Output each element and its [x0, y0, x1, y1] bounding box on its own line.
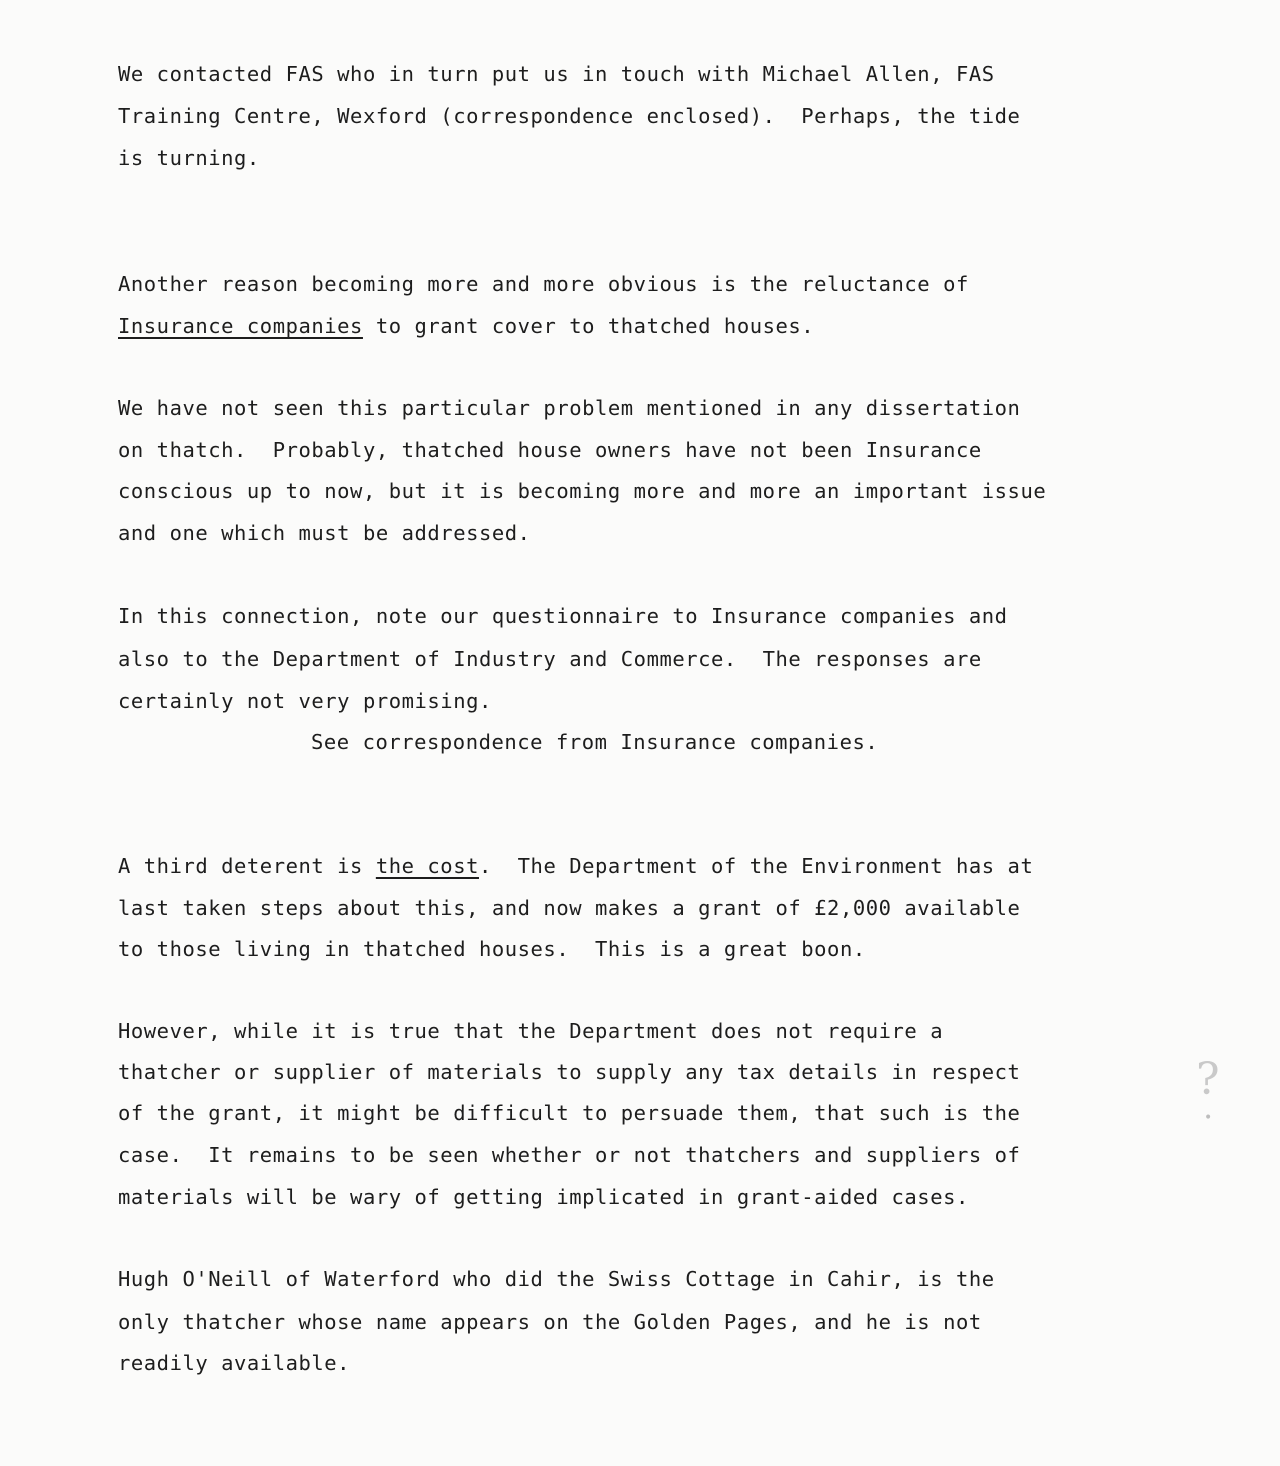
paragraph-2-line-2 — [118, 314, 814, 338]
paragraph-4-line-3: certainly not very promising. — [118, 689, 492, 713]
paragraph-5-line-1-start: A third deterent is — [118, 854, 376, 878]
paragraph-1-line-3: is turning. — [118, 146, 260, 170]
paragraph-6-line-5: materials will be wary of getting implicated in grant-aided cases. — [118, 1185, 969, 1209]
margin-question-mark: ? — [1196, 1054, 1220, 1105]
paragraph-6-line-1: However, while it is true that the Department does not require a — [118, 1019, 944, 1043]
underlined-insurance-companies: Insurance companies — [118, 314, 363, 338]
paragraph-6-line-2: thatcher or supplier of materials to supply any tax details in respect — [118, 1060, 1021, 1084]
paragraph-3-line-1: We have not seen this particular problem mentioned in any dissertation — [118, 396, 1021, 420]
paragraph-3-line-4: and one which must be addressed. — [118, 521, 531, 545]
paragraph-4-line-4-indented: See correspondence from Insurance companies. — [311, 730, 879, 754]
paragraph-1-line-2: Training Centre, Wexford (correspondence enclosed). Perhaps, the tide — [118, 104, 1021, 128]
paragraph-5-line-1-rest: . The Department of the Environment has at — [478, 854, 1034, 878]
paragraph-5-line-3: to those living in thatched houses. This is a great boon. — [118, 937, 866, 961]
paragraph-6-line-4: case. It remains to be seen whether or not thatchers and suppliers of — [118, 1143, 1021, 1167]
paragraph-3-line-2: on thatch. Probably, thatched house owners have not been Insurance — [118, 438, 982, 462]
margin-dot-mark: • — [1204, 1110, 1213, 1126]
paragraph-5-line-1 — [118, 854, 1033, 878]
paragraph-7-line-3: readily available. — [118, 1351, 351, 1375]
paragraph-3-line-3: conscious up to now, but it is becoming more and more an important issue — [118, 479, 1047, 503]
paragraph-5-line-2: last taken steps about this, and now makes a grant of £2,000 available — [118, 896, 1021, 920]
paragraph-6-line-3: of the grant, it might be difficult to persuade them, that such is the — [118, 1101, 1021, 1125]
paragraph-1-line-1: We contacted FAS who in turn put us in touch with Michael Allen, FAS — [118, 62, 995, 86]
paragraph-2-line-1: Another reason becoming more and more obvious is the reluctance of — [118, 272, 969, 296]
paragraph-7-line-2: only thatcher whose name appears on the Golden Pages, and he is not — [118, 1310, 982, 1334]
paragraph-4-line-2: also to the Department of Industry and Commerce. The responses are — [118, 647, 982, 671]
underlined-the-cost: the cost — [375, 854, 479, 878]
paragraph-2-line-2-rest: to grant cover to thatched houses. — [362, 314, 815, 338]
paragraph-4-line-1: In this connection, note our questionnaire to Insurance companies and — [118, 604, 1008, 628]
paragraph-7-line-1: Hugh O'Neill of Waterford who did the Swiss Cottage in Cahir, is the — [118, 1267, 995, 1291]
